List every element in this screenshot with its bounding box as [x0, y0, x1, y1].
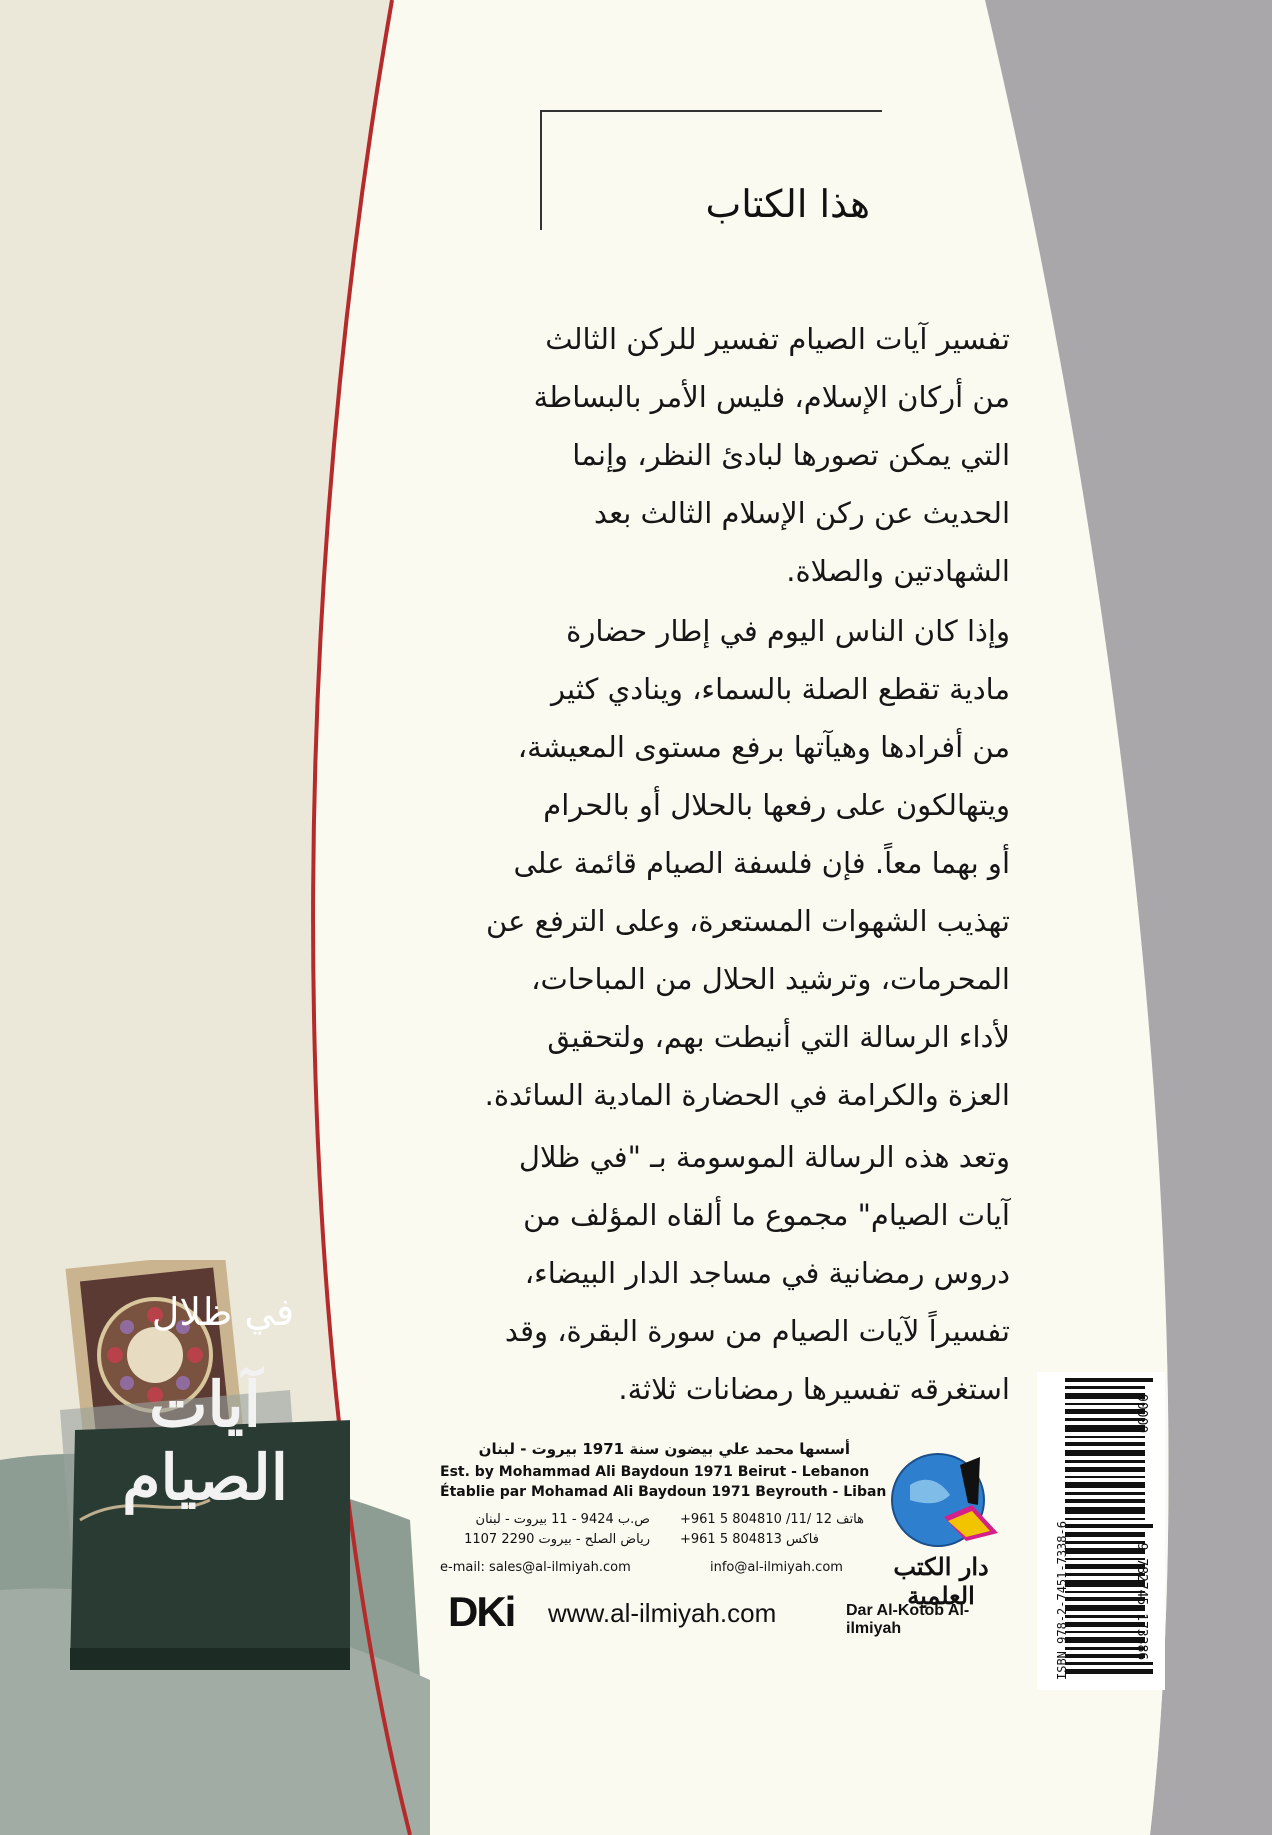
text-line: تفسير آيات الصيام تفسير للركن الثالث [545, 322, 1010, 356]
text-line: من أفرادها وهيآتها برفع مستوى المعيشة، [517, 730, 1010, 764]
publisher-riad: رياض الصلح - بيروت 2290 1107 [464, 1532, 650, 1547]
isbn-text: ISBN 978-2-7451-7338-6 [1055, 1521, 1069, 1680]
publisher-email-info: info@al-ilmiyah.com [710, 1560, 843, 1575]
text-line: دروس رمضانية في مساجد الدار البيضاء، [524, 1256, 1010, 1290]
barcode-digits [1134, 1394, 1149, 1694]
text-line: لأداء الرسالة التي أنيطت بهم، ولتحقيق [547, 1020, 1010, 1054]
text-line: من أركان الإسلام، فليس الأمر بالبساطة [533, 380, 1010, 414]
publisher-est-fr: Établie par Mohamad Ali Baydoun 1971 Beyrouth - Liban [440, 1484, 887, 1500]
text-line: المحرمات، وترشيد الحلال من المباحات، [531, 962, 1010, 996]
text-line: وإذا كان الناس اليوم في إطار حضارة [566, 614, 1010, 648]
publisher-founded: أسسها محمد علي بيضون سنة 1971 بيروت - لبنان [478, 1440, 850, 1458]
text-line: الحديث عن ركن الإسلام الثالث بعد [594, 496, 1010, 530]
text-line: العزة والكرامة في الحضارة المادية السائدة. [484, 1078, 1010, 1112]
publisher-footer [448, 1588, 1018, 1637]
publisher-name-english: Dar Al-Kotob Al-ilmiyah [846, 1602, 970, 1637]
dki-logo: DKi [448, 1588, 515, 1635]
publisher-website: www.al-ilmiyah.com [548, 1598, 777, 1628]
publisher-email-sales: e-mail: sales@al-ilmiyah.com [440, 1560, 631, 1575]
book-title-big: آيات الصيام [122, 1368, 288, 1514]
text-line: التي يمكن تصورها لبادئ النظر، وإنما [572, 438, 1010, 472]
publisher-po-box: ص.ب 9424 - 11 بيروت - لبنان [475, 1512, 650, 1527]
publisher-fax: +961 5 804813 فاكس [680, 1532, 819, 1547]
publisher-est-en: Est. by Mohammad Ali Baydoun 1971 Beirut - Lebanon [440, 1464, 870, 1480]
barcode [1037, 1372, 1165, 1690]
text-line: آيات الصيام" مجموع ما ألقاه المؤلف من [523, 1198, 1010, 1232]
publisher-info [440, 1440, 1015, 1590]
text-line: أو بهما معاً. فإن فلسفة الصيام قائمة على [513, 846, 1010, 880]
text-line: وتعد هذه الرسالة الموسومة بـ "في ظلال [518, 1140, 1010, 1174]
publisher-phone: +961 5 804810 /11/ 12 هاتف [680, 1512, 865, 1527]
publisher-name-arabic: دار الكتب العلمية [893, 1552, 989, 1610]
text-line: مادية تقطع الصلة بالسماء، وينادي كثير [551, 672, 1010, 706]
book-title-small: في ظلال [151, 1290, 295, 1334]
text-line: ويتهالكون على رفعها بالحلال أو بالحرام [543, 788, 1010, 822]
barcode-number: 9 782745 173386 [1134, 1542, 1149, 1661]
blurb-heading: هذا الكتاب [705, 182, 870, 226]
text-line: تهذيب الشهوات المستعرة، وعلى الترفع عن [486, 904, 1010, 938]
text-line: الشهادتين والصلاة. [786, 554, 1010, 588]
text-line: تفسيراً لآيات الصيام من سورة البقرة، وقد [504, 1314, 1010, 1348]
barcode-addon: 90000 [1134, 1394, 1149, 1434]
text-line: استغرقه تفسيرها رمضانات ثلاثة. [618, 1372, 1010, 1406]
